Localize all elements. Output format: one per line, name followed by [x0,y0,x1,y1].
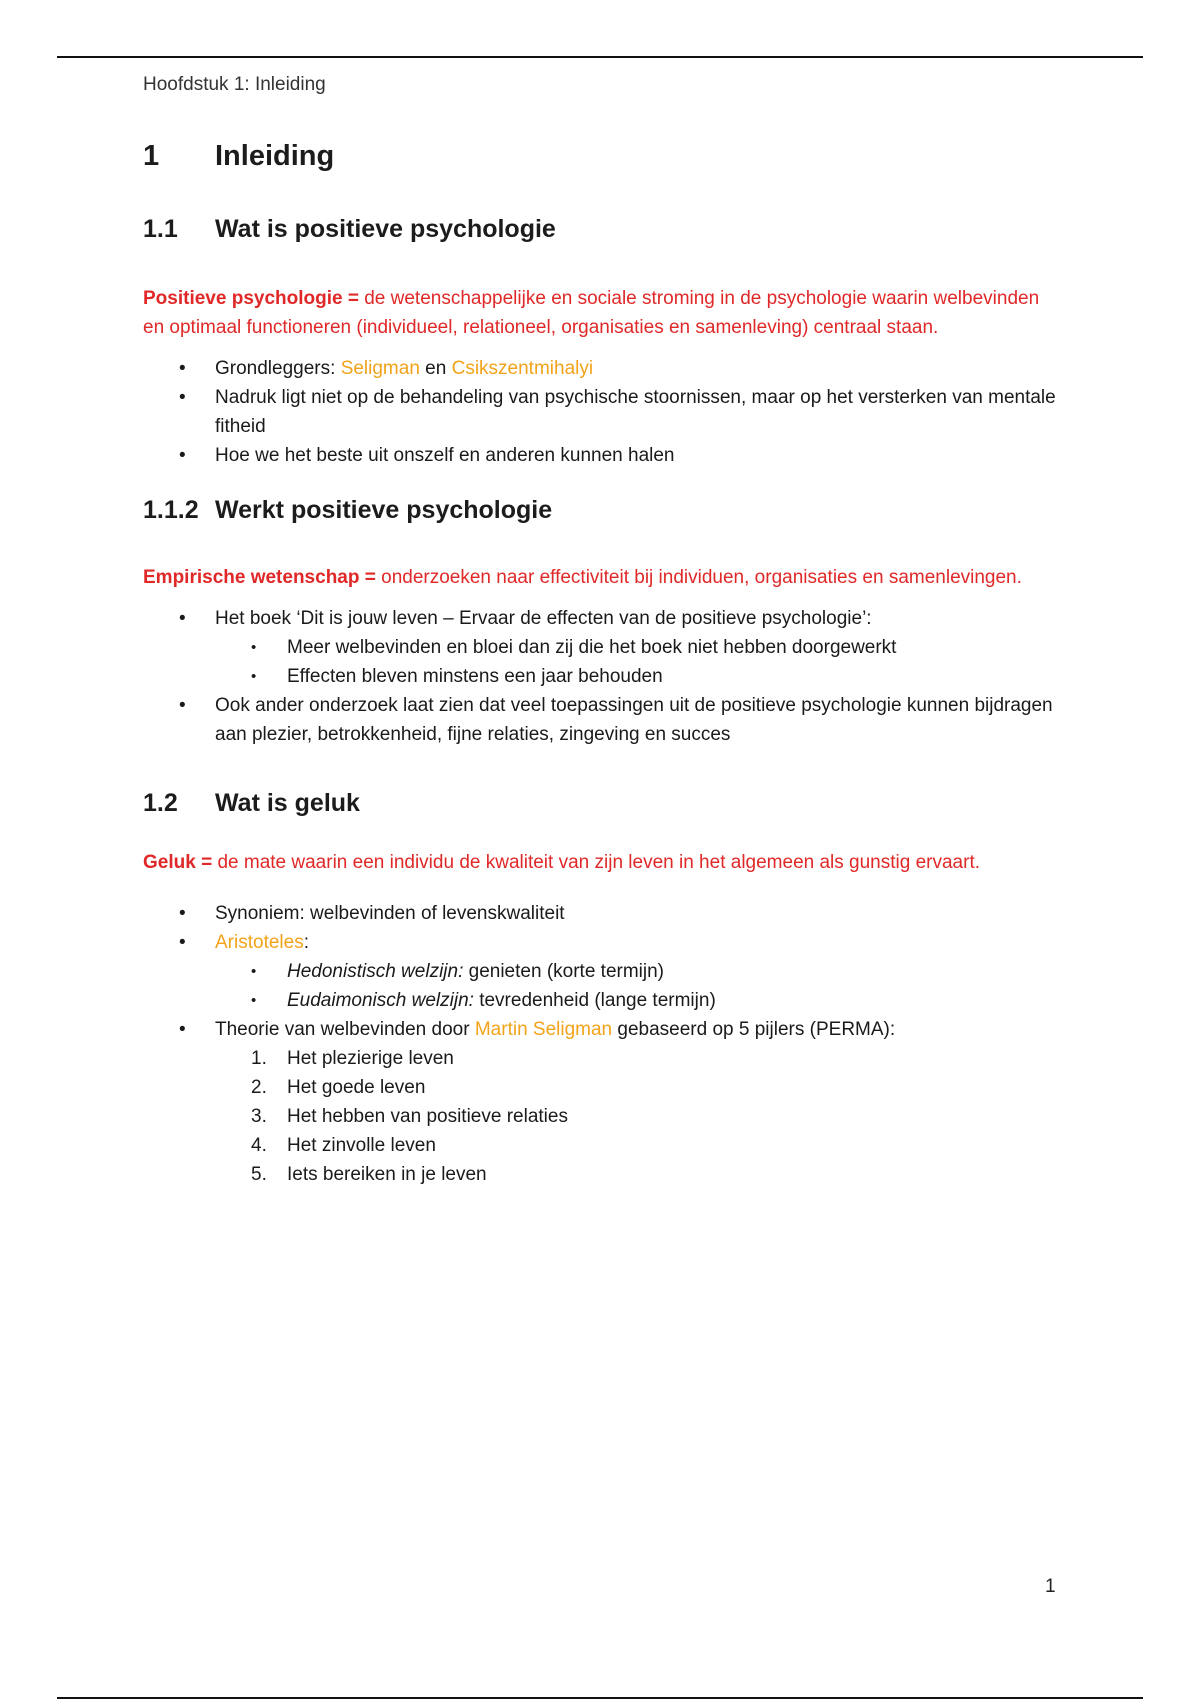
term-italic: Hedonistisch welzijn: [287,961,464,982]
page-number: 1 [1045,1576,1056,1597]
list-item-text: Theorie van welbevinden door [215,1019,475,1040]
section-heading-1-2 [143,789,1063,818]
list-item [143,928,1063,1015]
item-text: Het plezierige leven [287,1048,454,1069]
list-item [143,1015,1063,1189]
item-number: 2. [251,1077,267,1098]
perma-item [215,1102,1063,1131]
section-heading-1-1 [143,215,1063,244]
chapter-heading [143,140,1063,173]
definition-text: onderzoeken naar effectiviteit bij individuen, organisaties en samenlevingen. [375,567,1022,588]
definition-geluk [143,848,1063,877]
list-item: • Hoe we het beste uit onszelf en anderen kunnen halen [143,441,1063,470]
person-name: Aristoteles [215,932,304,953]
bullet-list [143,354,1063,470]
perma-item [215,1044,1063,1073]
term-italic: Eudaimonisch welzijn: [287,990,474,1011]
perma-numbered-list [215,1044,1063,1189]
item-number: 1. [251,1048,267,1069]
section-title: Wat is positieve psychologie [215,215,556,243]
header-rule [57,56,1143,58]
item-text: Het zinvolle leven [287,1135,436,1156]
item-text: Iets bereiken in je leven [287,1164,487,1185]
definition-term: Geluk = [143,852,213,873]
sub-list-item: • Meer welbevinden en bloei dan zij die het boek niet hebben doorgewerkt [215,633,1063,662]
list-item [143,604,1063,691]
perma-item [215,1073,1063,1102]
item-number: 4. [251,1135,267,1156]
person-name: Csikszentmihalyi [451,358,594,379]
chapter-title: Inleiding [215,140,335,172]
section-number: 1.2 [143,789,178,817]
sub-list-item: • Effecten bleven minstens een jaar behouden [215,662,1063,691]
definition-empirische-wetenschap [143,563,1063,592]
sub-bullet-list [215,957,1063,1015]
item-number: 3. [251,1106,267,1127]
perma-item [215,1131,1063,1160]
item-text: Het goede leven [287,1077,426,1098]
bullet-list [143,899,1063,1189]
sub-list-item [215,957,1063,986]
list-item: • Synoniem: welbevinden of levenskwaliteit [143,899,1063,928]
definition-term: Empirische wetenschap = [143,567,376,588]
section-title: Werkt positieve psychologie [215,496,553,524]
item-text: Het hebben van positieve relaties [287,1106,568,1127]
section-number: 1.1.2 [143,496,199,524]
section-heading-1-1-2 [143,496,1063,525]
person-name: Seligman [340,358,420,379]
definition-term: Positieve psychologie = [143,288,359,309]
footer-rule [57,1697,1143,1699]
list-item-text: tevredenheid (lange termijn) [473,990,716,1011]
list-item: • Ook ander onderzoek laat zien dat veel toepassingen uit de positieve psychologie kunnen bijdragen aan plezier, betrokkenheid, fijne relaties, zingeving en succes [143,691,1063,749]
running-header: Hoofdstuk 1: Inleiding [143,74,326,95]
section-number: 1.1 [143,215,178,243]
definition-text: de mate waarin een individu de kwaliteit van zijn leven in het algemeen als gunstig ervaart. [212,852,981,873]
item-number: 5. [251,1164,267,1185]
list-item: • Nadruk ligt niet op de behandeling van psychische stoornissen, maar op het versterken van mentale fitheid [143,383,1063,441]
list-item-text: en [419,358,452,379]
person-name: Martin Seligman [474,1019,613,1040]
perma-item [215,1160,1063,1189]
sub-bullet-list [215,633,1063,691]
chapter-number: 1 [143,140,160,172]
document-body [143,140,1063,1189]
section-title: Wat is geluk [215,789,360,817]
definition-positieve-psychologie [143,284,1063,342]
list-item-text: : [303,932,309,953]
list-item-text: gebaseerd op 5 pijlers (PERMA): [612,1019,896,1040]
list-item-text: Grondleggers: [215,358,341,379]
sub-list-item [215,986,1063,1015]
list-item-text: genieten (korte termijn) [463,961,665,982]
list-item [143,354,1063,383]
bullet-list [143,604,1063,749]
list-item-text: Het boek ‘Dit is jouw leven – Ervaar de effecten van de positieve psychologie’: [215,608,872,629]
definition-text: de wetenschappelijke en sociale stroming in de psychologie waarin welbevinden en optimaal functioneren (individueel, relationeel, organisaties en samenleving) centraal staan. [143,288,1040,338]
